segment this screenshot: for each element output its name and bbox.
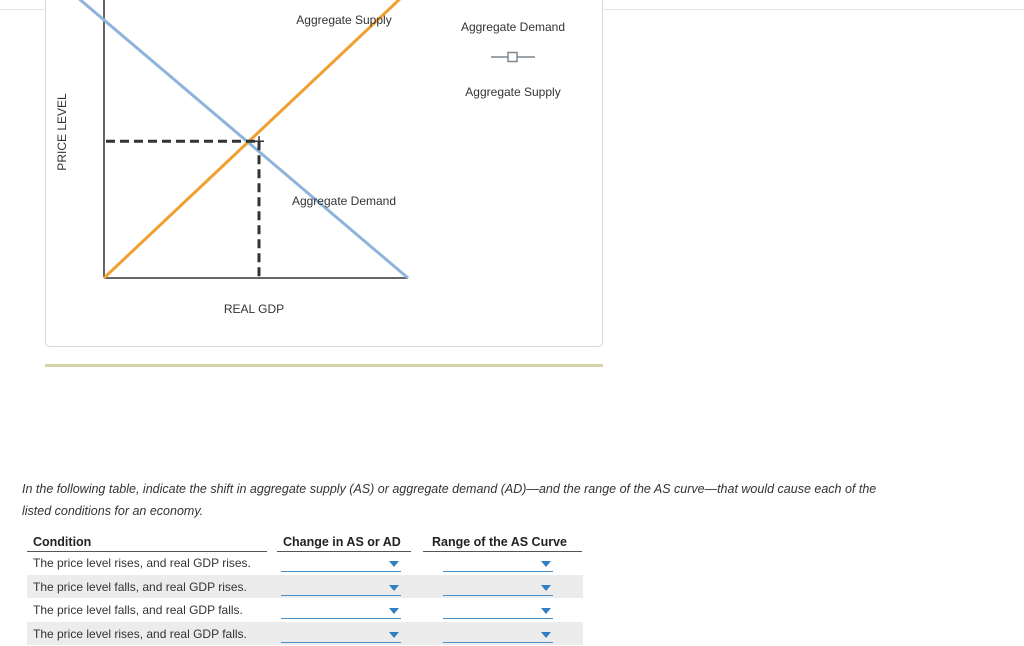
conditions-table	[27, 531, 583, 645]
range-dropdown[interactable]	[443, 626, 553, 643]
range-dropdown[interactable]	[443, 579, 553, 596]
chevron-down-icon	[389, 585, 399, 591]
chevron-down-icon	[389, 561, 399, 567]
legend-item-aggregate-demand: Aggregate Demand	[460, 20, 566, 34]
legend-item-aggregate-supply: Aggregate Supply	[465, 85, 561, 99]
y-axis-label: PRICE LEVEL	[55, 93, 69, 171]
chevron-down-icon	[541, 632, 551, 638]
instructions-text: In the following table, indicate the shift in aggregate supply (AS) or aggregate demand (AD)—and the range of the AS curve—that would cause each of the listed conditions for an economy.	[22, 482, 877, 518]
condition-text: The price level rises, and real GDP rises.	[33, 556, 251, 570]
legend-line-icon[interactable]	[491, 53, 535, 62]
range-dropdown[interactable]	[443, 555, 553, 572]
table-row	[27, 575, 583, 599]
chevron-down-icon	[541, 608, 551, 614]
equilibrium-point[interactable]	[254, 136, 264, 146]
chevron-down-icon	[389, 632, 399, 638]
range-dropdown[interactable]	[443, 602, 553, 619]
chevron-down-icon	[541, 561, 551, 567]
header-condition: Condition	[33, 535, 92, 549]
ad-curve-label: Aggregate Demand	[291, 194, 397, 208]
change-dropdown[interactable]	[281, 626, 401, 643]
table-row	[27, 551, 583, 575]
change-dropdown[interactable]	[281, 555, 401, 572]
condition-text: The price level rises, and real GDP falls.	[33, 626, 247, 641]
as-curve-label: Aggregate Supply	[296, 13, 392, 27]
table-row	[27, 622, 583, 646]
chevron-down-icon	[389, 608, 399, 614]
section-divider	[45, 364, 603, 367]
table-header	[27, 531, 583, 551]
header-range: Range of the AS Curve	[432, 535, 567, 549]
condition-text: The price level falls, and real GDP falls.	[33, 603, 243, 617]
legend	[461, 20, 565, 99]
change-dropdown[interactable]	[281, 579, 401, 596]
ad-as-graph	[46, 0, 604, 348]
x-axis-label: REAL GDP	[223, 302, 285, 316]
graph-panel	[45, 0, 603, 347]
aggregate-demand-curve[interactable]	[68, 0, 409, 278]
change-dropdown[interactable]	[281, 602, 401, 619]
table-row	[27, 598, 583, 622]
aggregate-supply-curve[interactable]	[104, 0, 419, 278]
chevron-down-icon	[541, 585, 551, 591]
header-change: Change in AS or AD	[283, 535, 401, 549]
condition-text: The price level falls, and real GDP rises.	[33, 579, 247, 594]
